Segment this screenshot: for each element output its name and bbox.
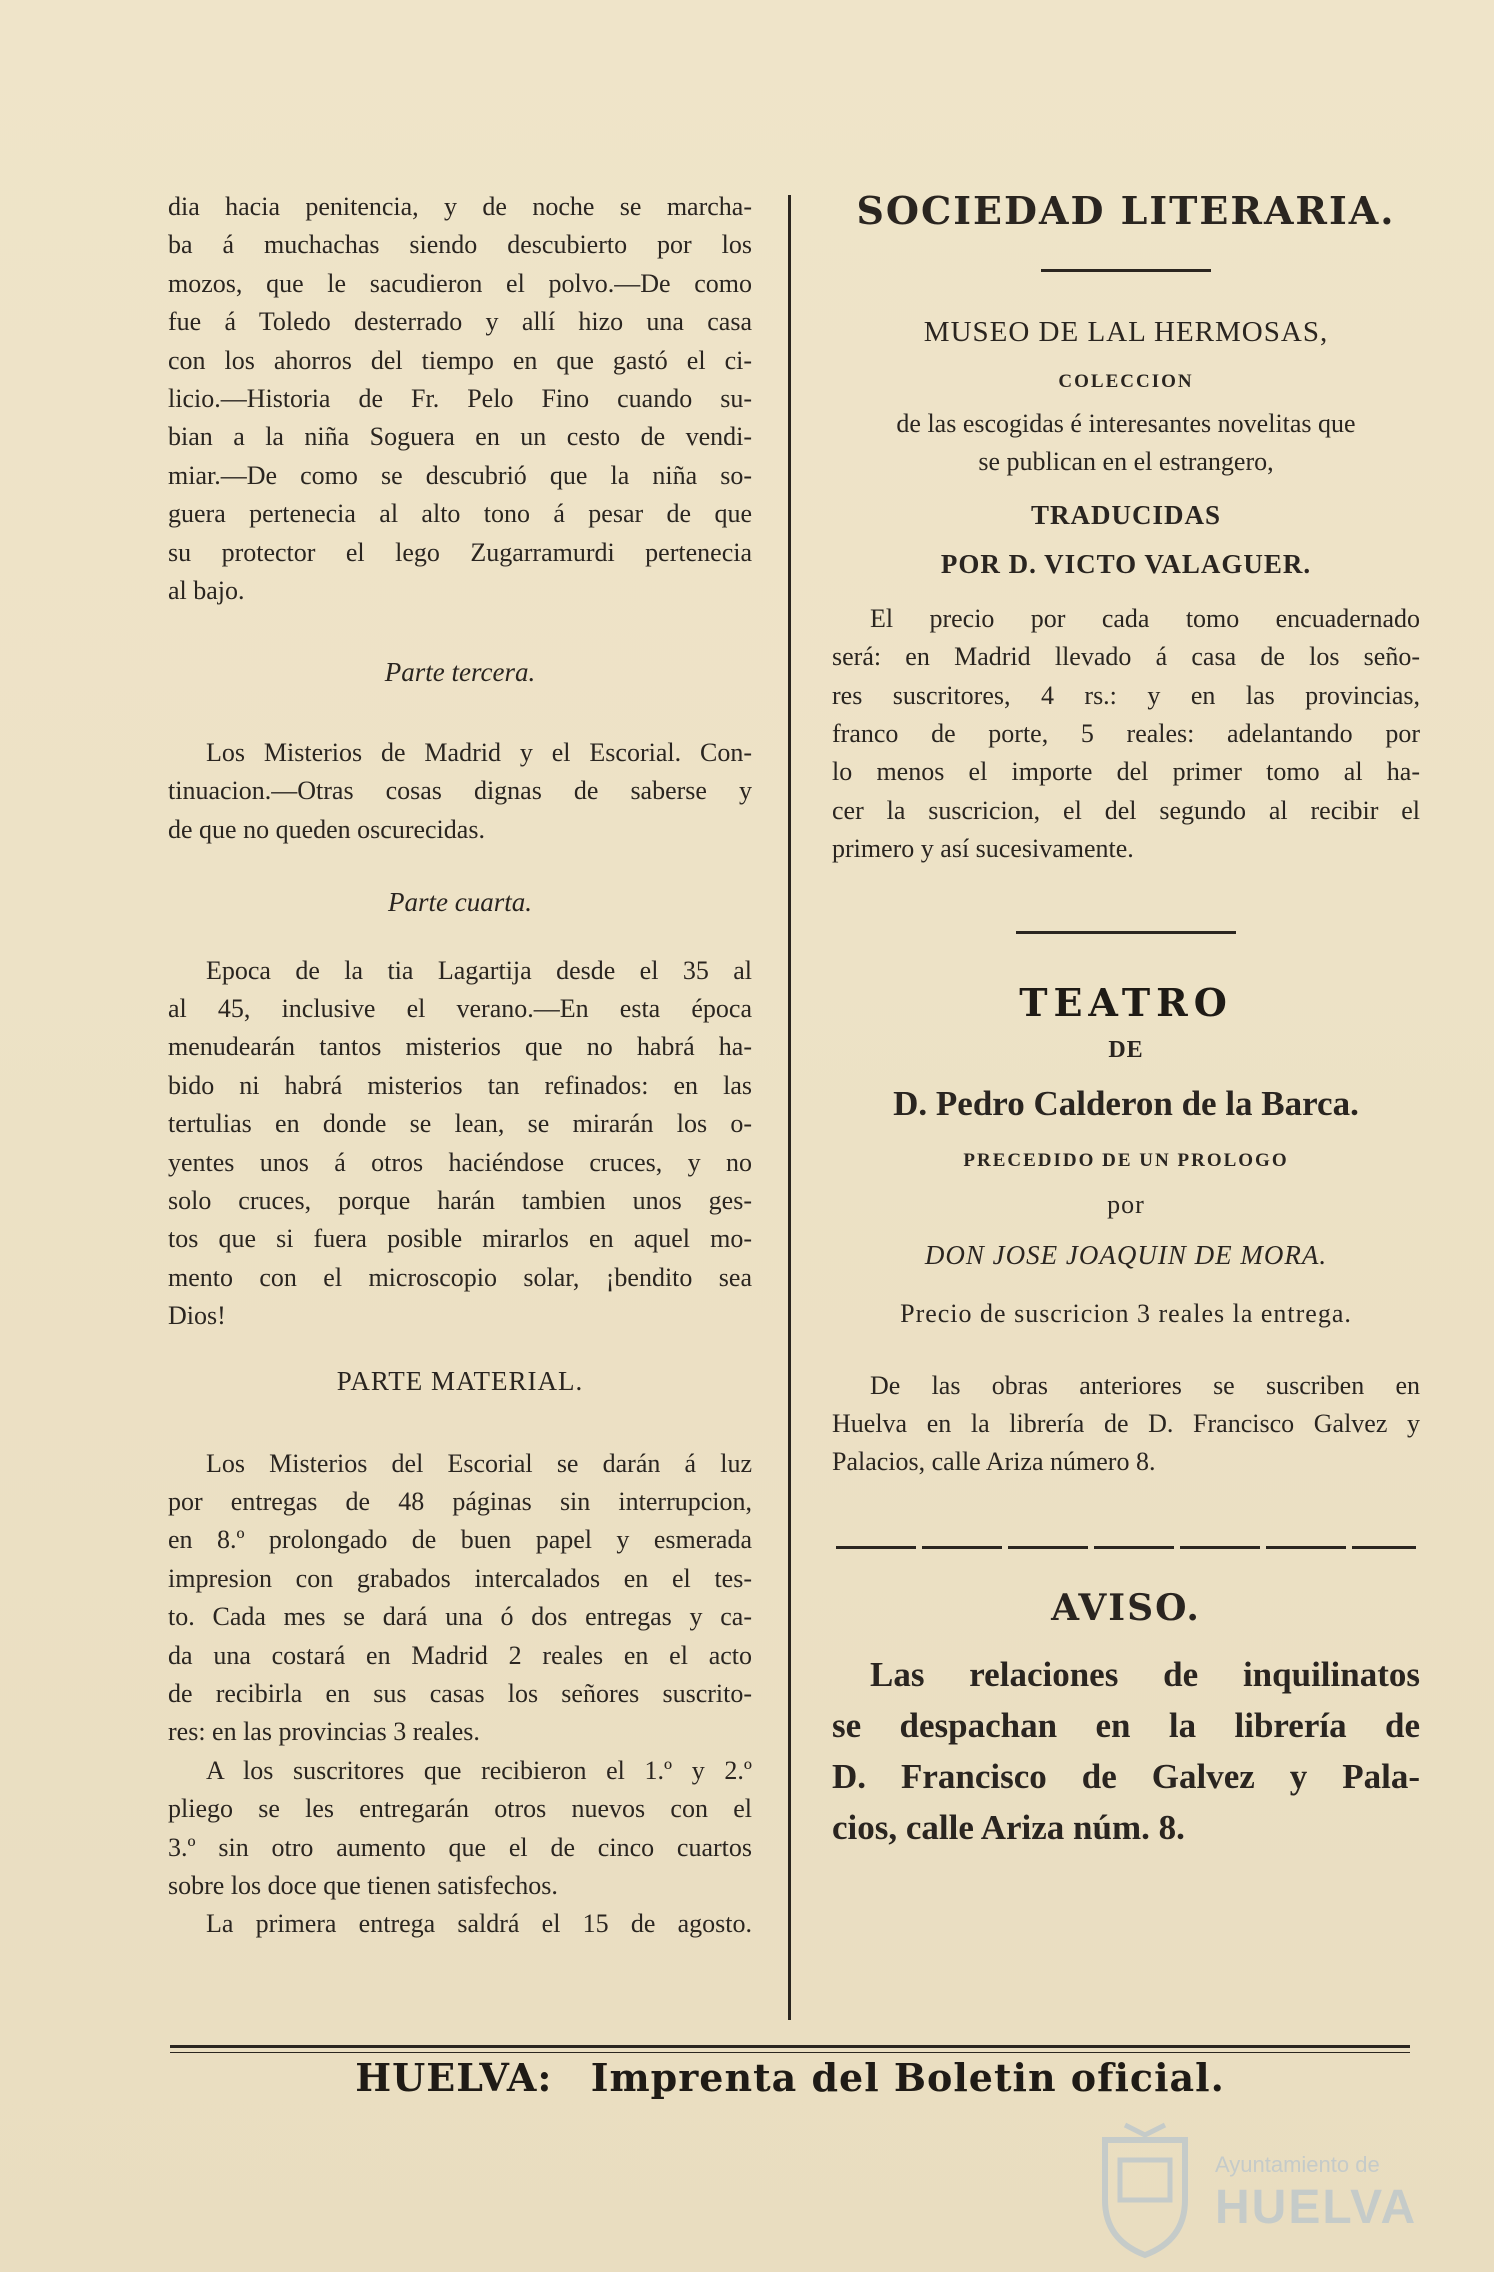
text-line: al 45, inclusive el verano.—En esta época	[168, 993, 752, 1023]
material-paragraph-1	[168, 1445, 752, 1752]
text-line: A los suscritores que recibieron el 1.º y 2.º	[206, 1755, 752, 1785]
ayuntamiento-watermark	[1080, 2148, 1420, 2258]
column-divider	[788, 195, 791, 2020]
text-line: sobre los doce que tienen satisfechos.	[168, 1871, 558, 1901]
text-line: tertulias en donde se lean, se mirarán los o-	[168, 1109, 752, 1139]
text-line: lo menos el importe del primer tomo al ha-	[832, 757, 1420, 787]
aviso-title: AVISO.	[1051, 1586, 1201, 1629]
text-line: Las relaciones de inquilinatos	[870, 1654, 1420, 1694]
text-line: cer la suscricion, el del segundo al recibir el	[832, 795, 1420, 825]
text-line: de recibirla en sus casas los señores suscrito-	[168, 1679, 752, 1708]
text-line: 3.º sin otro aumento que el de cinco cuartos	[168, 1832, 752, 1862]
footer-printer: Imprenta del Boletin oficial.	[590, 2055, 1225, 2100]
text-line: guera pertenecia al alto tono á pesar de que	[168, 499, 752, 529]
sociedad-literaria-title: SOCIEDAD LITERARIA.	[856, 188, 1396, 233]
footer-place: HUELVA:	[355, 2055, 553, 2100]
precio-suscricion-line: Precio de suscricion 3 reales la entrega.	[900, 1298, 1352, 1328]
intro-paragraph	[168, 188, 752, 610]
rule-3	[836, 1546, 1416, 1549]
text-line: será: en Madrid llevado á casa de los seño-	[832, 642, 1420, 672]
text-line: bian a la niña Soguera en un cesto de vendi-	[168, 422, 752, 452]
parte-tercera-paragraph	[168, 734, 752, 849]
text-line: bido ni habrá misterios tan refinados: en las	[168, 1070, 752, 1100]
text-line: da una costará en Madrid 2 reales en el acto	[168, 1640, 752, 1670]
text-line: tos que si fuera posible mirarlos en aquel mo-	[168, 1224, 752, 1254]
text-line: impresion con grabados intercalados en el tes-	[168, 1563, 752, 1593]
text-line: al bajo.	[168, 576, 245, 606]
rule-2	[1016, 931, 1236, 934]
right-column	[832, 188, 1420, 1853]
mora-line: DON JOSE JOAQUIN DE MORA.	[924, 1239, 1328, 1270]
text-line: licio.—Historia de Fr. Pelo Fino cuando su-	[168, 384, 752, 414]
text-line: res: en las provincias 3 reales.	[168, 1717, 480, 1747]
precio-paragraph	[832, 600, 1420, 869]
text-line: dia hacia penitencia, y de noche se marcha-	[168, 192, 752, 221]
text-line: ba á muchachas siendo descubierto por los	[168, 230, 752, 260]
text-line: Los Misterios del Escorial se darán á luz	[206, 1448, 752, 1478]
text-line: to. Cada mes se dará una ó dos entregas y ca-	[168, 1602, 752, 1632]
text-line: fue á Toledo desterrado y allí hizo una casa	[168, 307, 752, 337]
text-line: Dios!	[168, 1301, 226, 1331]
text-line: Huelva en la librería de D. Francisco Galvez y	[832, 1409, 1420, 1439]
rule-1	[1041, 269, 1211, 272]
teatro-title: TEATRO	[1019, 979, 1233, 1025]
coleccion-label: COLECCION	[1058, 371, 1194, 392]
text-line: Epoca de la tia Lagartija desde el 35 al	[206, 955, 752, 985]
text-line: El precio por cada tomo encuadernado	[870, 603, 1420, 633]
parte-cuarta-paragraph	[168, 952, 752, 1336]
text-line: por entregas de 48 páginas sin interrupcion,	[168, 1486, 752, 1516]
imprint-footer	[170, 2055, 1410, 2100]
text-line: de las escogidas é interesantes novelitas que	[896, 409, 1356, 438]
text-line: D. Francisco de Galvez y Pala-	[832, 1756, 1420, 1796]
parte-tercera-heading: Parte tercera.	[384, 657, 536, 688]
text-line: pliego se les entregarán otros nuevos con el	[168, 1794, 752, 1824]
text-line: yentes unos á otros haciéndose cruces, y no	[168, 1147, 752, 1177]
calderon-line: D. Pedro Calderon de la Barca.	[893, 1083, 1359, 1123]
text-line: su protector el lego Zugarramurdi pertenecia	[168, 537, 752, 567]
text-line: tinuacion.—Otras cosas dignas de saberse y	[168, 776, 752, 806]
text-line: se despachan en la librería de	[832, 1705, 1420, 1745]
obras-paragraph	[832, 1367, 1420, 1482]
text-line: mento con el microscopio solar, ¡bendito sea	[168, 1262, 752, 1292]
parte-cuarta-heading: Parte cuarta.	[388, 887, 532, 918]
coleccion-paragraph	[832, 405, 1420, 482]
footer-rule-thin	[170, 2052, 1410, 2053]
left-column	[168, 188, 752, 1944]
aviso-paragraph	[832, 1649, 1420, 1853]
text-line: de que no queden oscurecidas.	[168, 814, 485, 844]
text-line: Los Misterios de Madrid y el Escorial. Con-	[206, 737, 752, 767]
text-line: solo cruces, porque harán tambien unos ges-	[168, 1185, 752, 1215]
text-line: De las obras anteriores se suscriben en	[870, 1370, 1420, 1400]
shield-icon	[1090, 2120, 1200, 2260]
text-line: se publican en el estrangero,	[978, 447, 1274, 477]
text-line: con los ahorros del tiempo en que gastó el ci-	[168, 345, 752, 375]
watermark-line2: HUELVA	[1215, 2181, 1418, 2234]
text-line: La primera entrega saldrá el 15 de agosto.	[206, 1909, 752, 1939]
watermark-line1: Ayuntamiento de	[1215, 2152, 1380, 2177]
translator-line: POR D. VICTO VALAGUER.	[940, 548, 1312, 579]
text-line: mozos, que le sacudieron el polvo.—De como	[168, 268, 752, 298]
text-line: Palacios, calle Ariza número 8.	[832, 1447, 1156, 1477]
material-paragraph-3	[168, 1905, 752, 1943]
museo-title: MUSEO DE LAL HERMOSAS,	[923, 316, 1329, 348]
text-line: menudearán tantos misterios que no habrá ha-	[168, 1032, 752, 1062]
text-line: miar.—De como se descubrió que la niña so-	[168, 460, 752, 490]
por-label: por	[1107, 1189, 1145, 1219]
de-label: DE	[1108, 1036, 1144, 1063]
text-line: en 8.º prolongado de buen papel y esmerada	[168, 1525, 752, 1555]
text-line: franco de porte, 5 reales: adelantando por	[832, 719, 1420, 749]
traducidas-label: TRADUCIDAS	[1030, 499, 1222, 530]
parte-material-heading: PARTE MATERIAL.	[336, 1365, 584, 1396]
precedido-label: PRECEDIDO DE UN PROLOGO	[963, 1149, 1289, 1171]
material-paragraph-2	[168, 1752, 752, 1906]
text-line: primero y así sucesivamente.	[832, 834, 1134, 864]
footer-rule	[170, 2045, 1410, 2048]
text-line: res suscritores, 4 rs.: y en las provincias,	[832, 680, 1420, 710]
text-line: cios, calle Ariza núm. 8.	[832, 1807, 1185, 1847]
